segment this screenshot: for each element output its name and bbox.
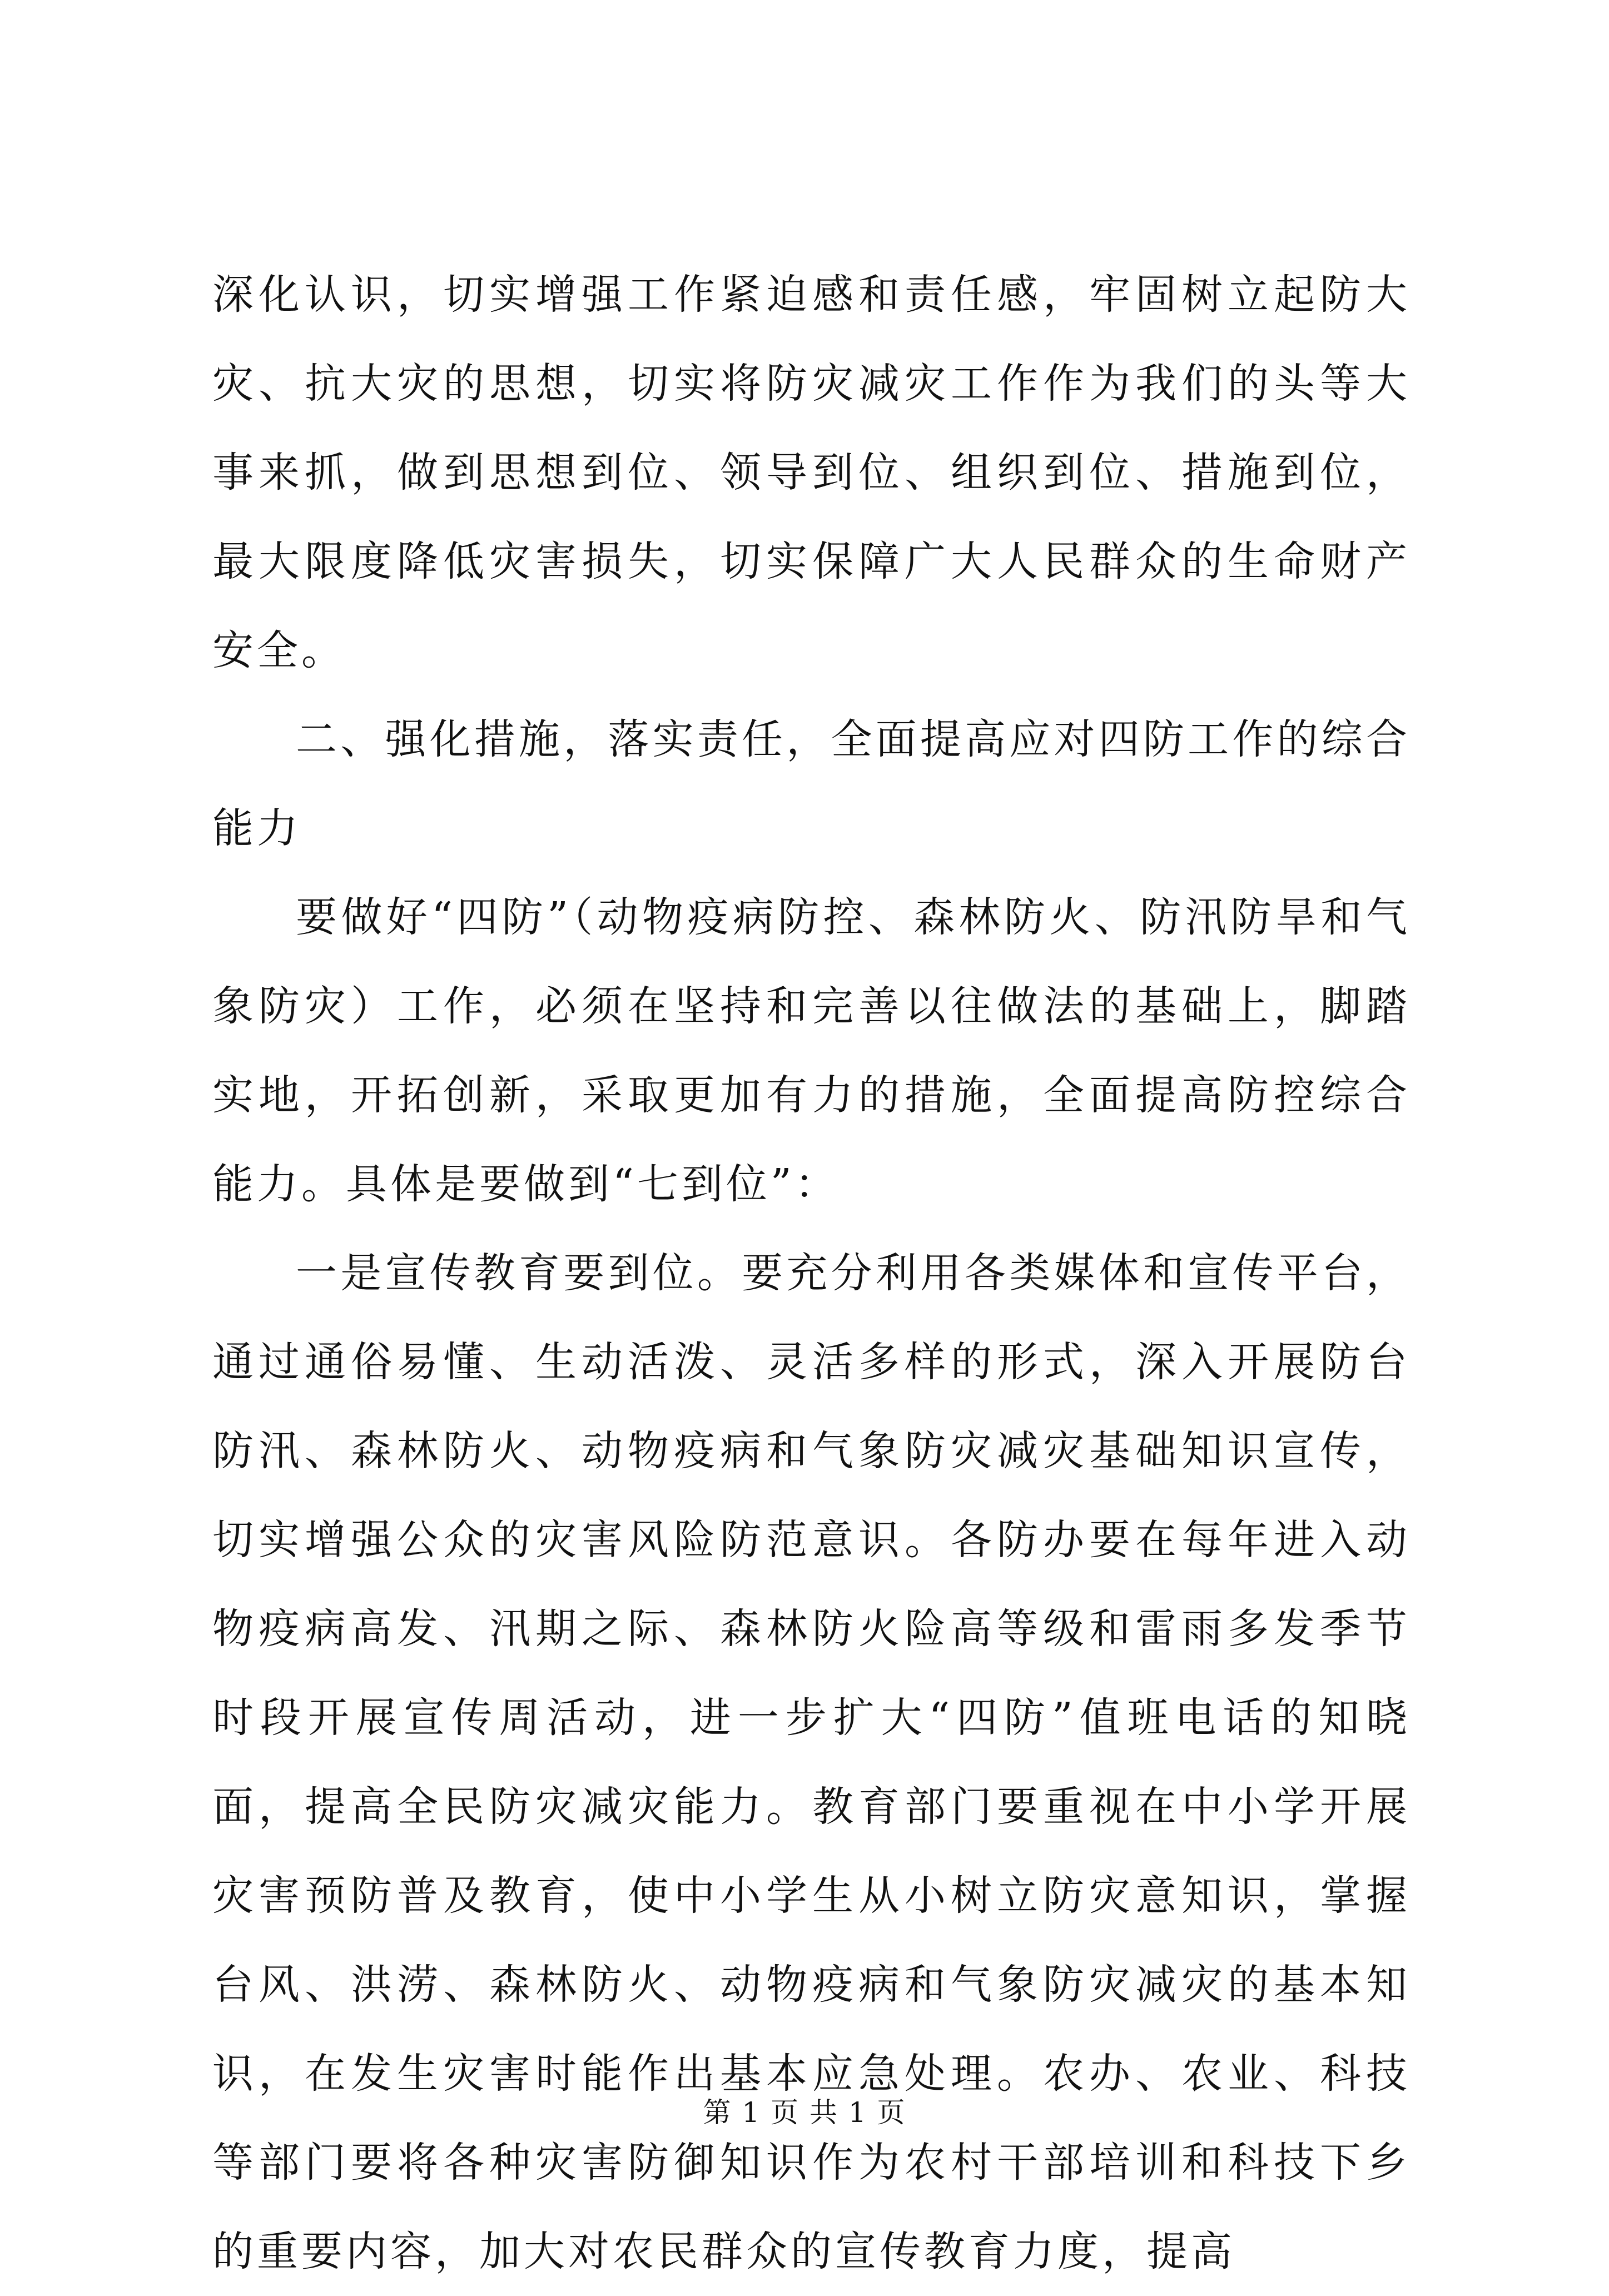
- page-footer: 第 1 页 共 1 页: [703, 2096, 906, 2129]
- paragraph-1: 深化认识，切实增强工作紧迫感和责任感，牢固树立起防大灾、抗大灾的思想，切实将防灾减灾工作作为我们的头等大事来抓，做到思想到位、领导到位、组织到位、措施到位，最大限度降低灾害损失，切实保障广大人民群众的生命财产安全。: [212, 271, 1411, 674]
- paragraph-4: 一是宣传教育要到位。要充分利用各类媒体和宣传平台，通过通俗易懂、生动活泼、灵活多样的形式，深入开展防台防汛、森林防火、动物疫病和气象防灾减灾基础知识宣传，切实增强公众的灾害风险防范意识。各防办要在每年进入动物疫病高发、汛期之际、森林防火险高等级和雷雨多发季节时段开展宣传周活动，进一步扩大“四防”值班电话的知晓面，提高全民防灾减灾能力。教育部门要重视在中小学开展灾害预防普及教育，使中小学生从小树立防灾意知识，掌握台风、洪涝、森林防火、动物疫病和气象防灾减灾的基本知识，在发生灾害时能作出基本应急处理。农办、农业、科技等部门要将各种灾害防御知识作为农村干部培训和科技下乡的重要内容，加大对农民群众的宣传教育力度，提高: [212, 1249, 1411, 2275]
- body-text: [212, 250, 1411, 2296]
- section-heading-2: 二、强化措施，落实责任，全面提高应对四防工作的综合能力: [212, 715, 1411, 852]
- paragraph-3: 要做好“四防”（动物疫病防控、森林防火、防汛防旱和气象防灾）工作，必须在坚持和完善以往做法的基础上，脚踏实地，开拓创新，采取更加有力的措施，全面提高防控综合能力。具体是要做到“七到位”：: [212, 893, 1411, 1208]
